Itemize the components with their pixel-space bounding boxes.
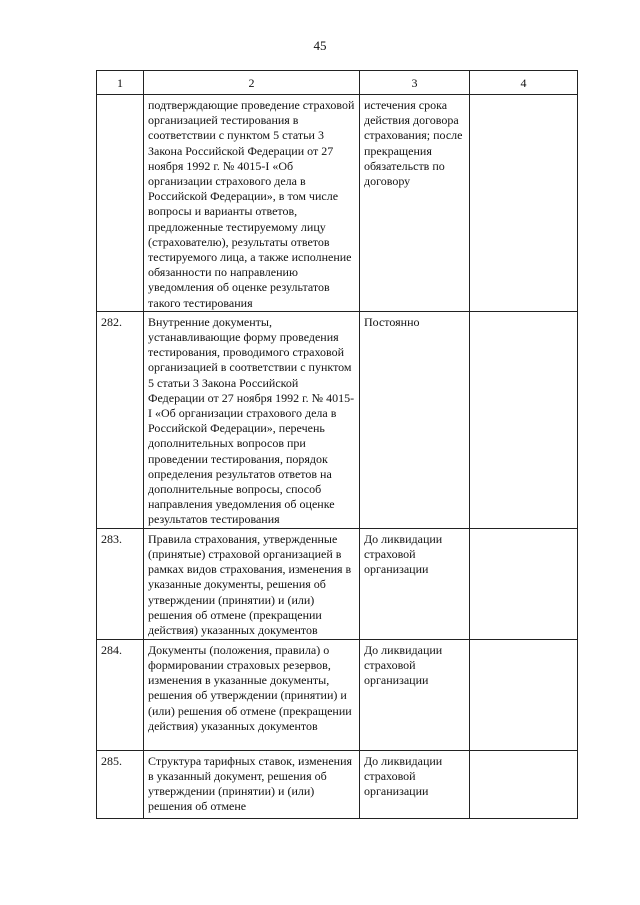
row-description: Документы (положения, правила) о формировании страховых резервов, изменения в указанные документы, решения об утверждении (принятии) и (или) решения об отмене (прекращении действия) указанных документов xyxy=(144,639,360,750)
row-retention-term: истечения срока действия договора страхования; после прекращения обязательств по договору xyxy=(360,95,470,312)
row-retention-term: До ликвидации страховой организации xyxy=(360,639,470,750)
row-note xyxy=(470,95,578,312)
row-note xyxy=(470,639,578,750)
column-header-note: 4 xyxy=(470,71,578,95)
column-header-description: 2 xyxy=(144,71,360,95)
records-table xyxy=(96,70,578,819)
row-description: Правила страхования, утвержденные (принятые) страховой организацией в рамках видов страхования, изменения в указанные документы, решения об утверждении (принятии) и (или) решения об отмене (прекращении действия) указанных документов xyxy=(144,528,360,639)
row-description: подтверждающие проведение страховой организацией тестирования в соответствии с пунктом 5 статьи 3 Закона Российской Федерации от 27 ноября 1992 г. № 4015-I «Об организации страхового дела в Российской Федерации», в том числе вопросы и варианты ответов, предложенные тестируемому лицу (страхователю), результаты ответов тестируемого лица, а также исполнение обязанности по направлению уведомления об оценке результатов такого тестирования xyxy=(144,95,360,312)
row-note xyxy=(470,528,578,639)
column-header-number: 1 xyxy=(97,71,144,95)
table-header-row xyxy=(97,71,578,95)
table-row xyxy=(97,750,578,818)
row-note xyxy=(470,311,578,528)
row-number: 285. xyxy=(97,750,144,818)
table-row xyxy=(97,95,578,312)
table-row xyxy=(97,639,578,750)
table-row xyxy=(97,528,578,639)
table-row xyxy=(97,311,578,528)
row-note xyxy=(470,750,578,818)
row-retention-term: До ликвидации страховой организации xyxy=(360,750,470,818)
row-description: Структура тарифных ставок, изменения в указанный документ, решения об утверждении (принятии) и (или) решения об отмене xyxy=(144,750,360,818)
row-number: 284. xyxy=(97,639,144,750)
row-retention-term: Постоянно xyxy=(360,311,470,528)
row-description: Внутренние документы, устанавливающие форму проведения тестирования, проводимого страховой организацией в соответствии с пунктом 5 статьи 3 Закона Российской Федерации от 27 ноября 1992 г. № 4015-I «Об организации страхового дела в Российской Федерации», перечень дополнительных вопросов при проведении тестирования, порядок определения результатов ответов на дополнительные вопросы, способ направления уведомления об оценке результатов тестирования xyxy=(144,311,360,528)
column-header-term: 3 xyxy=(360,71,470,95)
row-number xyxy=(97,95,144,312)
row-number: 282. xyxy=(97,311,144,528)
page-number: 45 xyxy=(313,38,327,53)
row-number: 283. xyxy=(97,528,144,639)
row-retention-term: До ликвидации страховой организации xyxy=(360,528,470,639)
